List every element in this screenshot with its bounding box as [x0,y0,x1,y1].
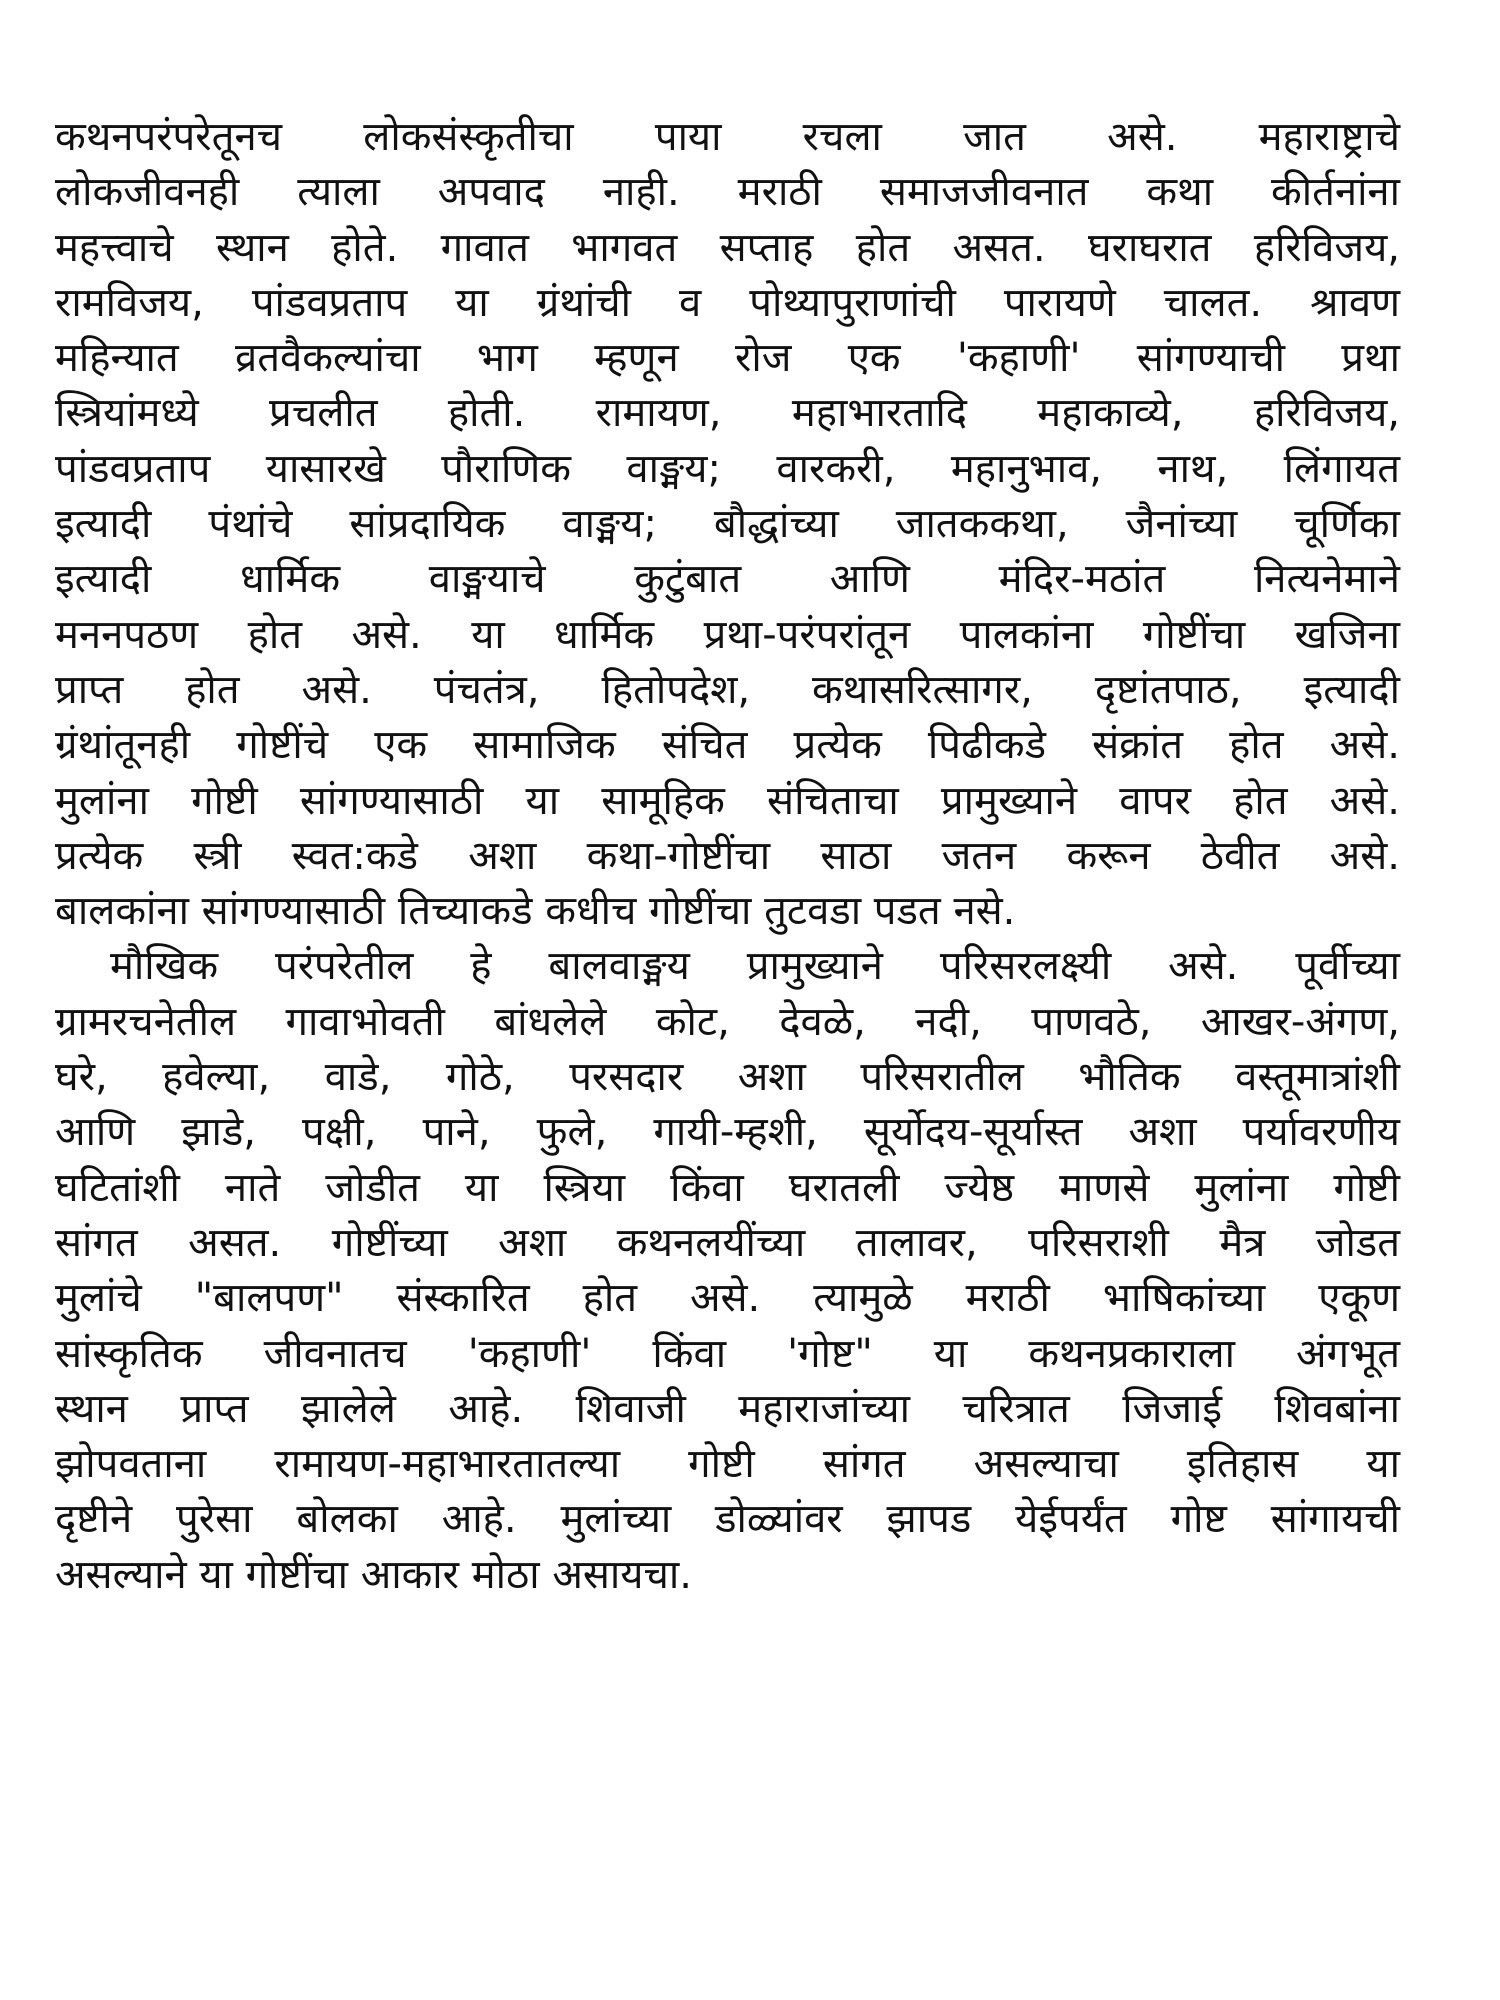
text-line: सांगत असत. गोष्टींच्या अशा कथनलयींच्या तालावर, परिसराशी मैत्र जोडत [55,1219,1400,1266]
text-line: मुलांचे "बालपण" संस्कारित होत असे. त्यामुळे मराठी भाषिकांच्या एकूण [55,1275,1400,1322]
text-line: इत्यादी पंथांचे सांप्रदायिक वाङ्मय; बौद्धांच्या जातककथा, जैनांच्या चूर्णिका [55,501,1400,548]
text-line: पांडवप्रताप यासारखे पौराणिक वाङ्मय; वारकरी, महानुभाव, नाथ, लिंगायत [55,445,1400,492]
text-line: स्थान प्राप्त झालेले आहे. शिवाजी महाराजांच्या चरित्रात जिजाई शिवबांना [55,1385,1400,1432]
text-line: प्रत्येक स्त्री स्वत:कडे अशा कथा-गोष्टींचा साठा जतन करून ठेवीत असे. [55,832,1400,879]
text-line: ग्रामरचनेतील गावाभोवती बांधलेले कोट, देवळे, नदी, पाणवठे, आखर-अंगण, [55,998,1400,1045]
text-line: मुलांना गोष्टी सांगण्यासाठी या सामूहिक संचिताचा प्रामुख्याने वापर होत असे. [55,777,1400,824]
text-line: सांस्कृतिक जीवनातच 'कहाणी' किंवा 'गोष्ट" या कथनप्रकाराला अंगभूत [55,1330,1400,1377]
paragraph-2 [55,939,1400,1603]
text-line: स्त्रियांमध्ये प्रचलीत होती. रामायण, महाभारतादि महाकाव्ये, हरिविजय, [55,390,1400,437]
text-line: प्राप्त होत असे. पंचतंत्र, हितोपदेश, कथासरित्सागर, दृष्टांतपाठ, इत्यादी [55,666,1400,713]
text-line: असल्याने या गोष्टींचा आकार मोठा असायचा. [55,1551,692,1598]
document-page [55,110,1400,1603]
text-line: मननपठण होत असे. या धार्मिक प्रथा-परंपरांतून पालकांना गोष्टींचा खजिना [55,611,1400,658]
text-line: झोपवताना रामायण-महाभारतातल्या गोष्टी सांगत असल्याचा इतिहास या [55,1441,1400,1488]
text-line: बालकांना सांगण्यासाठी तिच्याकडे कधीच गोष्टींचा तुटवडा पडत नसे. [55,888,1016,935]
text-line: आणि झाडे, पक्षी, पाने, फुले, गायी-म्हशी, सूर्योदय-सूर्यास्त अशा पर्यावरणीय [55,1109,1400,1156]
text-line: ग्रंथांतूनही गोष्टींचे एक सामाजिक संचित प्रत्येक पिढीकडे संक्रांत होत असे. [55,722,1400,769]
text-line: घरे, हवेल्या, वाडे, गोठे, परसदार अशा परिसरातील भौतिक वस्तूमात्रांशी [55,1054,1400,1101]
text-line: मौखिक परंपरेतील हे बालवाङ्मय प्रामुख्याने परिसरलक्ष्यी असे. पूर्वीच्या [110,943,1400,990]
text-line: घटितांशी नाते जोडीत या स्त्रिया किंवा घरातली ज्येष्ठ माणसे मुलांना गोष्टी [55,1164,1400,1211]
text-line: लोकजीवनही त्याला अपवाद नाही. मराठी समाजजीवनात कथा कीर्तनांना [55,169,1400,216]
text-line: महिन्यात व्रतवैकल्यांचा भाग म्हणून रोज एक 'कहाणी' सांगण्याची प्रथा [55,335,1400,382]
text-line: इत्यादी धार्मिक वाङ्मयाचे कुटुंबात आणि मंदिर-मठांत नित्यनेमाने [55,556,1400,603]
text-line: महत्त्वाचे स्थान होते. गावात भागवत सप्ताह होत असत. घराघरात हरिविजय, [55,224,1400,271]
text-line: रामविजय, पांडवप्रताप या ग्रंथांची व पोथ्यापुराणांची पारायणे चालत. श्रावण [55,279,1400,326]
text-line: दृष्टीने पुरेसा बोलका आहे. मुलांच्या डोळ्यांवर झापड येईपर्यंत गोष्ट सांगायची [55,1496,1400,1543]
text-line: कथनपरंपरेतूनच लोकसंस्कृतीचा पाया रचला जात असे. महाराष्ट्राचे [55,114,1400,160]
paragraph-1 [55,110,1400,939]
